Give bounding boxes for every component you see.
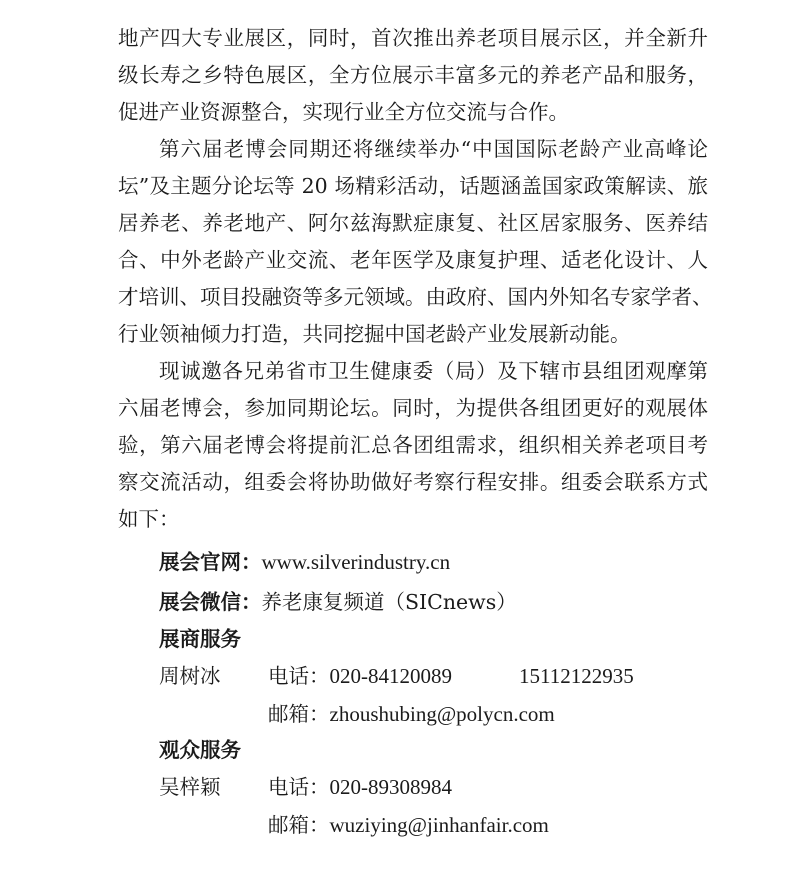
exhibitor-service-heading: 展商服务 [159,627,241,651]
website-row [159,544,450,581]
wechat-value: 养老康复频道（SICnews） [261,590,517,614]
visitor-phone-1: 020-89308984 [329,775,452,799]
visitor-email-row [268,807,549,844]
exhibitor-phone-1: 020-84120089 [329,664,452,688]
visitor-email[interactable]: wuziying@jinhanfair.com [329,813,549,837]
text-line: 地产四大专业展区，同时，首次推出养老项目展示区，并全新升 [118,26,708,50]
text-line: 第六届老博会同期还将继续举办“中国国际老龄产业高峰论 [159,137,708,161]
exhibitor-phone-2: 15112122935 [519,664,634,688]
visitor-contact-name: 吴梓颖 [159,775,221,799]
text-line: 验，第六届老博会将提前汇总各团组需求，组织相关养老项目考 [118,433,708,457]
text-line: 居养老、养老地产、阿尔兹海默症康复、社区居家服务、医养结 [118,211,708,235]
text-line: 级长寿之乡特色展区，全方位展示丰富多元的养老产品和服务， [118,63,708,87]
text-line: 促进产业资源整合，实现行业全方位交流与合作。 [118,100,569,124]
exhibitor-email-row [268,696,555,733]
wechat-label: 展会微信： [159,590,262,614]
paragraph-invitation [118,353,708,538]
website-label: 展会官网： [159,550,262,574]
email-label: 邮箱： [268,813,330,837]
text-line: 坛”及主题分论坛等 20 场精彩活动，话题涵盖国家政策解读、旅 [118,174,708,198]
text-line: 察交流活动，组委会将协助做好考察行程安排。组委会联系方式 [118,470,708,494]
paragraph-forum-activities [118,131,713,353]
text-line: 六届老博会，参加同期论坛。同时，为提供各组团更好的观展体 [118,396,708,420]
text-line: 合、中外老龄产业交流、老年医学及康复护理、适老化设计、人 [118,248,708,272]
exhibitor-phone-row [268,658,452,695]
exhibitor-contact-name: 周树冰 [159,664,221,688]
phone-label: 电话： [268,775,330,799]
exhibitor-email[interactable]: zhoushubing@polycn.com [329,702,555,726]
wechat-row [159,584,517,621]
text-line: 现诚邀各兄弟省市卫生健康委（局）及下辖市县组团观摩第 [159,359,708,383]
email-label: 邮箱： [268,702,330,726]
text-line: 才培训、项目投融资等多元领域。由政府、国内外知名专家学者、 [118,285,713,309]
website-link[interactable]: www.silverindustry.cn [261,550,451,574]
paragraph-exhibition-zones [118,20,708,131]
phone-label: 电话： [268,664,330,688]
text-line: 如下： [118,507,180,531]
visitor-service-heading: 观众服务 [159,738,241,762]
text-line: 行业领袖倾力打造，共同挖掘中国老龄产业发展新动能。 [118,322,631,346]
visitor-phone-row [268,769,452,806]
